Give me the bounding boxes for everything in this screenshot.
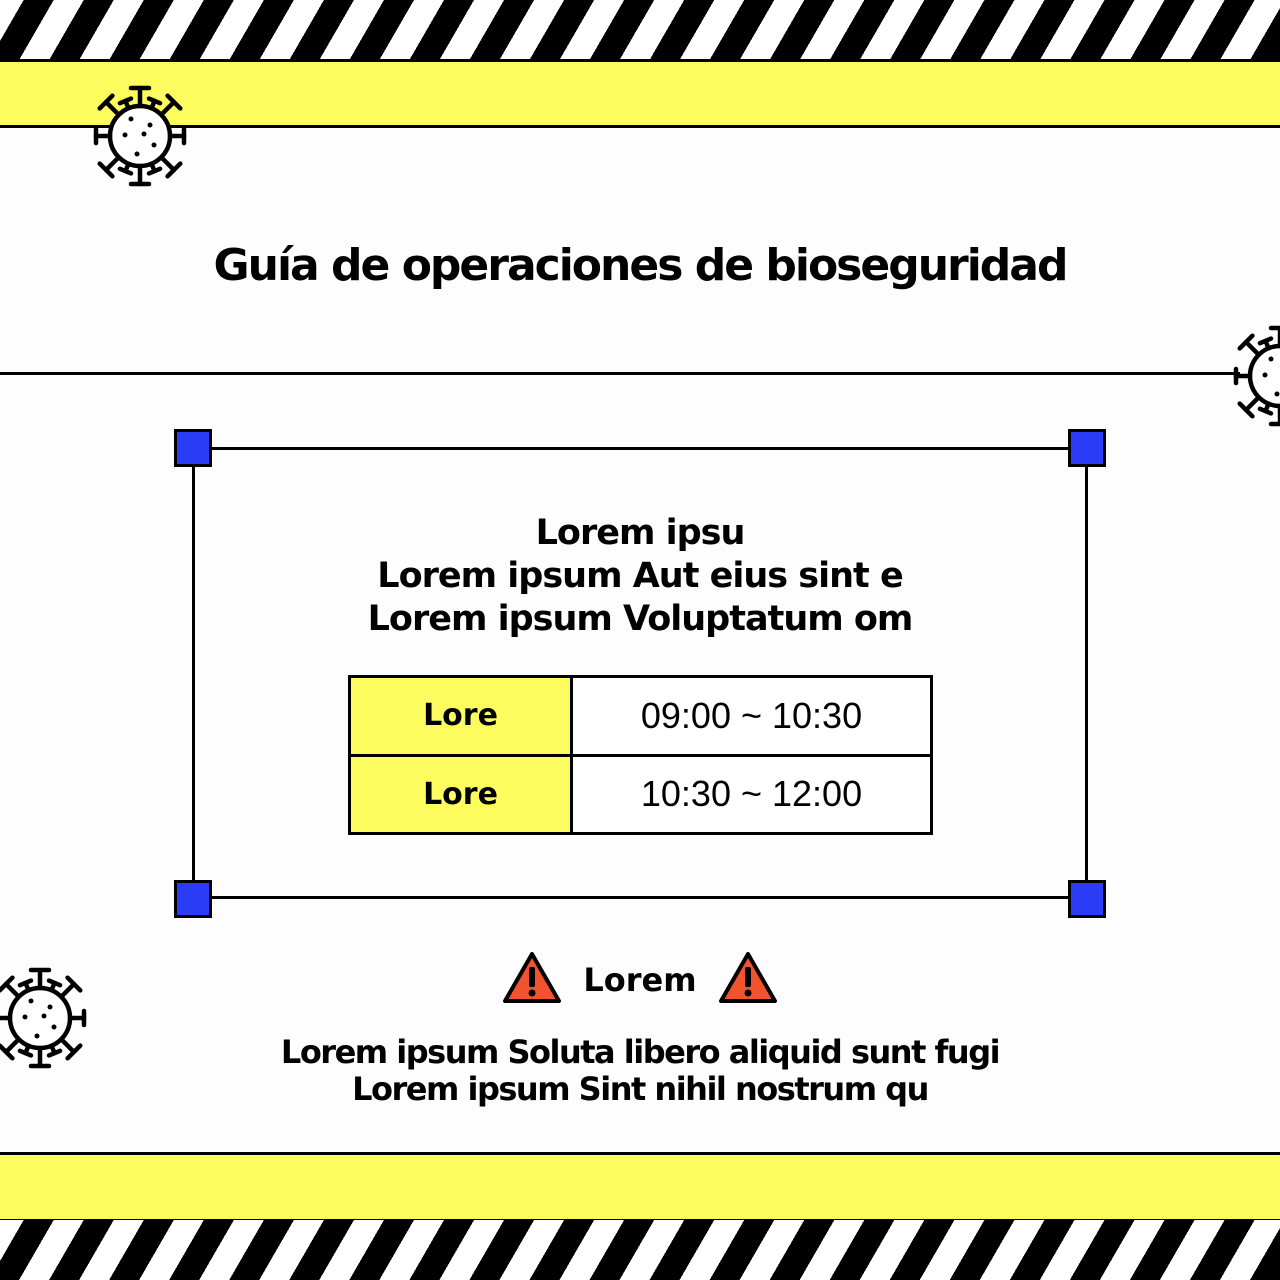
corner-handle-bottom-right[interactable] xyxy=(1068,880,1106,918)
hazard-stripes-top xyxy=(0,0,1280,60)
schedule-label: Lore xyxy=(350,677,572,756)
corner-handle-bottom-left[interactable] xyxy=(174,880,212,918)
warning-triangle-icon xyxy=(501,950,563,1010)
schedule-time: 10:30 ~ 12:00 xyxy=(572,755,932,834)
frame-line: Lorem ipsum Voluptatum om xyxy=(367,599,913,639)
frame-line: Lorem ipsum Aut eius sint e xyxy=(377,556,903,596)
table-row xyxy=(350,755,932,834)
frame-heading xyxy=(0,512,1280,641)
footer-line: Lorem ipsum Soluta libero aliquid sunt fugi xyxy=(280,1033,1000,1071)
schedule-time: 09:00 ~ 10:30 xyxy=(572,677,932,756)
divider-line xyxy=(0,372,1240,375)
schedule-label: Lore xyxy=(350,755,572,834)
corner-handle-top-right[interactable] xyxy=(1068,429,1106,467)
warning-row xyxy=(0,950,1280,1010)
page-title: Guía de operaciones de bioseguridad xyxy=(213,240,1067,291)
footer-line: Lorem ipsum Sint nihil nostrum qu xyxy=(352,1070,928,1108)
schedule-table xyxy=(348,675,933,835)
hazard-stripes-bottom xyxy=(0,1220,1280,1280)
warning-triangle-icon xyxy=(717,950,779,1010)
frame-line: Lorem ipsu xyxy=(535,513,745,553)
table-row xyxy=(350,677,932,756)
yellow-band-top xyxy=(0,59,1280,128)
footer-text xyxy=(0,1034,1280,1108)
virus-icon xyxy=(88,82,192,190)
warning-label: Lorem xyxy=(583,961,697,999)
corner-handle-top-left[interactable] xyxy=(174,429,212,467)
yellow-band-bottom xyxy=(0,1152,1280,1222)
virus-icon xyxy=(1228,322,1280,430)
